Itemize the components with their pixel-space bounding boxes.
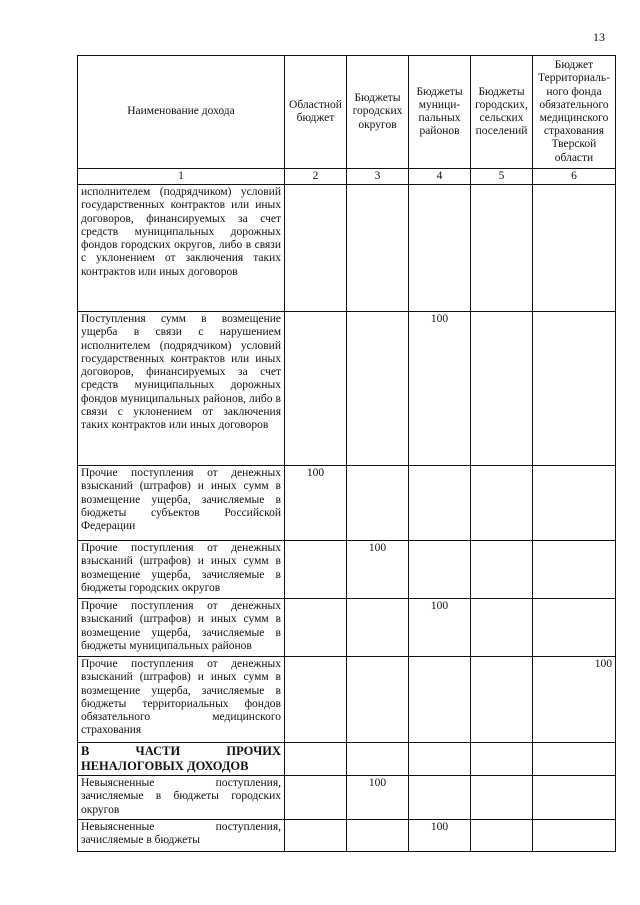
row-value-settlements bbox=[471, 599, 533, 657]
header-medical-fund: Бюджет Территориаль- ного фонда обязательного медицинского страхования Тверской области bbox=[533, 56, 616, 169]
column-number: 3 bbox=[347, 169, 409, 185]
row-value-city: 100 bbox=[347, 776, 409, 820]
row-value-settlements bbox=[471, 185, 533, 312]
row-value-regional bbox=[285, 776, 347, 820]
column-number: 1 bbox=[78, 169, 285, 185]
header-settlements: Бюджеты городских, сельских поселений bbox=[471, 56, 533, 169]
row-value-city bbox=[347, 657, 409, 743]
table-row bbox=[78, 185, 616, 312]
table-row bbox=[78, 657, 616, 743]
column-number: 5 bbox=[471, 169, 533, 185]
section-row bbox=[78, 743, 616, 776]
row-value-medical-fund bbox=[533, 599, 616, 657]
table-row bbox=[78, 312, 616, 466]
row-value-city bbox=[347, 466, 409, 541]
table-row bbox=[78, 776, 616, 820]
row-value-medical-fund bbox=[533, 185, 616, 312]
row-value-regional bbox=[285, 599, 347, 657]
row-value-medical-fund: 100 bbox=[533, 657, 616, 743]
table-row bbox=[78, 541, 616, 599]
row-value-regional bbox=[285, 743, 347, 776]
row-value-settlements bbox=[471, 466, 533, 541]
row-name: Поступления сумм в возмещение ущерба в связи с нарушением исполнителем (подрядчиком) условий государственных контрактов или иных договоров, финансируемых за счет средств муниципальных дорожных фондов муниципальных районов, либо в связи с уклонением от заключения таких контрактов или иных договоров bbox=[78, 312, 285, 466]
row-value-medical-fund bbox=[533, 776, 616, 820]
row-value-city bbox=[347, 599, 409, 657]
row-value-settlements bbox=[471, 776, 533, 820]
row-value-regional bbox=[285, 657, 347, 743]
row-value-regional bbox=[285, 185, 347, 312]
row-value-city bbox=[347, 312, 409, 466]
row-value-city bbox=[347, 820, 409, 852]
header-city-districts: Бюджеты городских округов bbox=[347, 56, 409, 169]
row-name: исполнителем (подрядчиком) условий государственных контрактов или иных договоров, финансируемых за счет средств муниципальных дорожных фондов городских округов, либо в связи с уклонением от заключения таких контрактов или иных договоров bbox=[78, 185, 285, 312]
section-heading-line: В ЧАСТИ ПРОЧИХ bbox=[81, 744, 281, 759]
row-value-settlements bbox=[471, 743, 533, 776]
column-number: 6 bbox=[533, 169, 616, 185]
section-heading bbox=[78, 743, 285, 776]
row-name: Невыясненные поступления, зачисляемые в бюджеты bbox=[78, 820, 285, 852]
row-value-medical-fund bbox=[533, 541, 616, 599]
header-regional-budget: Областной бюджет bbox=[285, 56, 347, 169]
row-value-regional bbox=[285, 820, 347, 852]
row-name: Прочие поступления от денежных взысканий (штрафов) и иных сумм в возмещение ущерба, зачисляемые в бюджеты городских округов bbox=[78, 541, 285, 599]
row-value-settlements bbox=[471, 312, 533, 466]
row-name: Прочие поступления от денежных взысканий (штрафов) и иных сумм в возмещение ущерба, зачисляемые в бюджеты муниципальных районов bbox=[78, 599, 285, 657]
row-value-regional bbox=[285, 541, 347, 599]
row-value-city bbox=[347, 743, 409, 776]
row-value-municipal bbox=[409, 743, 471, 776]
table-row bbox=[78, 820, 616, 852]
header-income-name: Наименование дохода bbox=[78, 56, 285, 169]
row-value-medical-fund bbox=[533, 743, 616, 776]
row-value-city bbox=[347, 185, 409, 312]
row-value-municipal bbox=[409, 776, 471, 820]
row-name: Прочие поступления от денежных взысканий (штрафов) и иных сумм в возмещение ущерба, зачисляемые в бюджеты территориальных фондов обязательного медицинского страхования bbox=[78, 657, 285, 743]
table-row bbox=[78, 466, 616, 541]
row-value-medical-fund bbox=[533, 312, 616, 466]
column-number: 4 bbox=[409, 169, 471, 185]
row-value-medical-fund bbox=[533, 466, 616, 541]
page-number: 13 bbox=[593, 30, 605, 44]
row-value-municipal bbox=[409, 466, 471, 541]
row-value-settlements bbox=[471, 541, 533, 599]
row-value-municipal: 100 bbox=[409, 599, 471, 657]
row-value-municipal: 100 bbox=[409, 312, 471, 466]
column-number: 2 bbox=[285, 169, 347, 185]
header-municipal-districts: Бюджеты муници- пальных районов bbox=[409, 56, 471, 169]
row-value-municipal bbox=[409, 185, 471, 312]
section-heading-line: НЕНАЛОГОВЫХ ДОХОДОВ bbox=[81, 758, 249, 773]
revenue-table bbox=[77, 55, 616, 852]
row-name: Невыясненные поступления, зачисляемые в бюджеты городских округов bbox=[78, 776, 285, 820]
row-value-settlements bbox=[471, 820, 533, 852]
table-row bbox=[78, 599, 616, 657]
row-name: Прочие поступления от денежных взысканий (штрафов) и иных сумм в возмещение ущерба, зачисляемые в бюджеты субъектов Российской Федерации bbox=[78, 466, 285, 541]
row-value-municipal: 100 bbox=[409, 820, 471, 852]
row-value-regional: 100 bbox=[285, 466, 347, 541]
row-value-medical-fund bbox=[533, 820, 616, 852]
row-value-municipal bbox=[409, 657, 471, 743]
row-value-city: 100 bbox=[347, 541, 409, 599]
row-value-regional bbox=[285, 312, 347, 466]
row-value-settlements bbox=[471, 657, 533, 743]
row-value-municipal bbox=[409, 541, 471, 599]
